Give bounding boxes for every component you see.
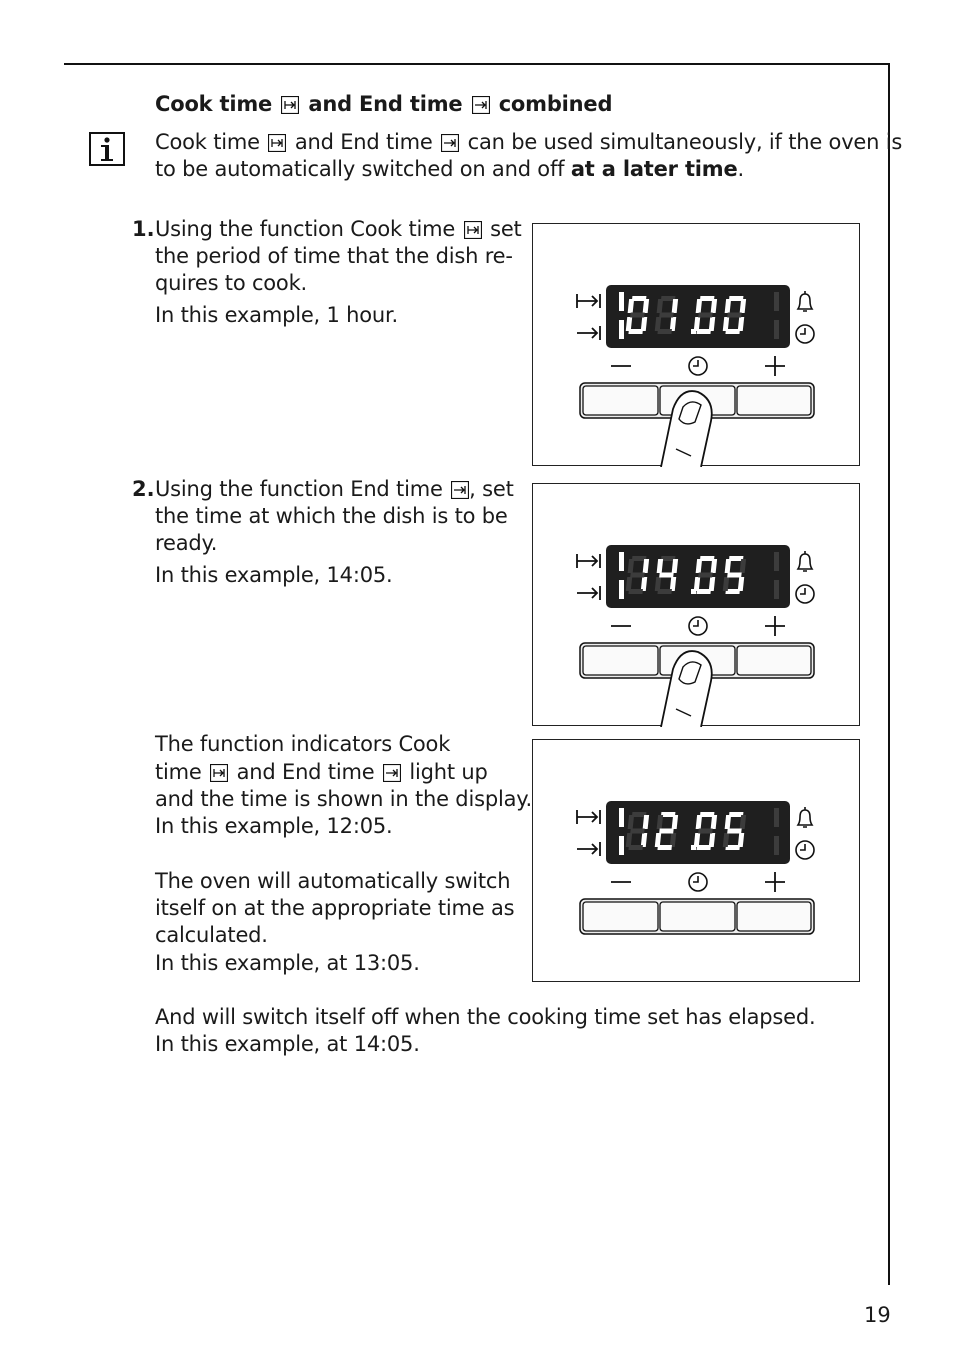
cook-time-icon bbox=[281, 94, 299, 121]
info-note-line-1: Cook time and End time can be used simultaneously, if the oven is bbox=[155, 129, 902, 159]
step-2-number: 2. bbox=[132, 477, 155, 501]
end-time-indicator-icon bbox=[577, 842, 600, 856]
result-line-4: In this example, 12:05. bbox=[155, 814, 393, 838]
segment bbox=[659, 829, 674, 834]
segment bbox=[727, 573, 742, 578]
closing-line-1: And will switch itself off when the cooking time set has elapsed. bbox=[155, 1005, 816, 1029]
cook-time-icon bbox=[464, 219, 482, 246]
clock-led bbox=[774, 320, 779, 339]
result-line-6: itself on at the appropriate time as bbox=[155, 896, 515, 920]
alarm-led bbox=[774, 552, 779, 571]
segment bbox=[630, 313, 645, 318]
result-line-8: In this example, at 13:05. bbox=[155, 951, 420, 975]
step-1-line-2: the period of time that the dish re- bbox=[155, 244, 513, 268]
result-line-2: time and End time light up bbox=[155, 759, 488, 789]
step-2-line-2: the time at which the dish is to be bbox=[155, 504, 508, 528]
end-time-indicator-icon bbox=[577, 326, 600, 340]
page-number: 19 bbox=[864, 1303, 891, 1327]
result-line-1: The function indicators Cook bbox=[155, 732, 451, 756]
control-panel-illustration bbox=[532, 223, 860, 466]
result-line-5: The oven will automatically switch bbox=[155, 869, 511, 893]
bell-icon bbox=[798, 551, 812, 571]
control-panel-illustration bbox=[532, 739, 860, 982]
plus-button bbox=[737, 646, 811, 675]
panel-drawing bbox=[533, 740, 861, 983]
panel-drawing bbox=[533, 224, 861, 467]
bell-icon bbox=[798, 291, 812, 311]
minus-button bbox=[583, 386, 658, 415]
plus-button bbox=[737, 902, 811, 931]
end-time-icon bbox=[441, 132, 459, 159]
end-time-icon bbox=[472, 94, 490, 121]
cook-time-indicator-icon bbox=[577, 554, 600, 568]
clock-button bbox=[660, 902, 735, 931]
segment bbox=[698, 829, 713, 834]
step-2-example: In this example, 14:05. bbox=[155, 563, 393, 587]
right-rule bbox=[888, 63, 890, 1285]
section-heading: Cook time and End time combined bbox=[155, 91, 612, 121]
plus-icon bbox=[765, 872, 785, 892]
result-line-7: calculated. bbox=[155, 923, 268, 947]
end-time-indicator-icon bbox=[577, 586, 600, 600]
clock-hands bbox=[693, 360, 698, 366]
cook-time-icon bbox=[210, 762, 228, 789]
segment bbox=[630, 573, 645, 578]
segment bbox=[630, 829, 645, 834]
bell-icon bbox=[798, 807, 812, 827]
clock-hands bbox=[800, 328, 805, 334]
info-icon bbox=[89, 132, 125, 170]
step-1-line-1: Using the function Cook time set bbox=[155, 216, 522, 246]
clock-hands bbox=[693, 620, 698, 626]
plus-icon bbox=[765, 356, 785, 376]
cook-time-led bbox=[619, 552, 624, 571]
segment bbox=[727, 313, 742, 318]
alarm-led bbox=[774, 292, 779, 311]
result-line-3: and the time is shown in the display. bbox=[155, 787, 532, 811]
display-dot bbox=[691, 329, 696, 334]
display-dot bbox=[691, 589, 696, 594]
segment bbox=[727, 829, 742, 834]
clock-hands bbox=[800, 844, 805, 850]
top-rule bbox=[64, 63, 890, 65]
closing-line-2: In this example, at 14:05. bbox=[155, 1032, 420, 1056]
step-2-line-3: ready. bbox=[155, 531, 218, 555]
clock-led bbox=[774, 836, 779, 855]
end-time-led bbox=[619, 320, 624, 339]
segment bbox=[659, 573, 674, 578]
end-time-led bbox=[619, 580, 624, 599]
end-time-icon bbox=[383, 762, 401, 789]
segment bbox=[659, 313, 674, 318]
cook-time-indicator-icon bbox=[577, 810, 600, 824]
cook-time-icon bbox=[268, 132, 286, 159]
end-time-led bbox=[619, 836, 624, 855]
panel-drawing bbox=[533, 484, 861, 727]
alarm-led bbox=[774, 808, 779, 827]
plus-button bbox=[737, 386, 811, 415]
display-dot bbox=[691, 845, 696, 850]
clock-hands bbox=[693, 876, 698, 882]
clock-hands bbox=[800, 588, 805, 594]
segment bbox=[698, 313, 713, 318]
info-note-line-2: to be automatically switched on and off at a later time. bbox=[155, 157, 744, 181]
step-2-line-1: Using the function End time , set bbox=[155, 476, 514, 506]
step-1-line-3: quires to cook. bbox=[155, 271, 308, 295]
clock-led bbox=[774, 580, 779, 599]
cook-time-indicator-icon bbox=[577, 294, 600, 308]
step-1-example: In this example, 1 hour. bbox=[155, 303, 398, 327]
segment bbox=[698, 573, 713, 578]
step-1-number: 1. bbox=[132, 217, 155, 241]
cook-time-led bbox=[619, 292, 624, 311]
minus-button bbox=[583, 646, 658, 675]
cook-time-led bbox=[619, 808, 624, 827]
minus-button bbox=[583, 902, 658, 931]
plus-icon bbox=[765, 616, 785, 636]
control-panel-illustration bbox=[532, 483, 860, 726]
end-time-icon bbox=[451, 479, 469, 506]
